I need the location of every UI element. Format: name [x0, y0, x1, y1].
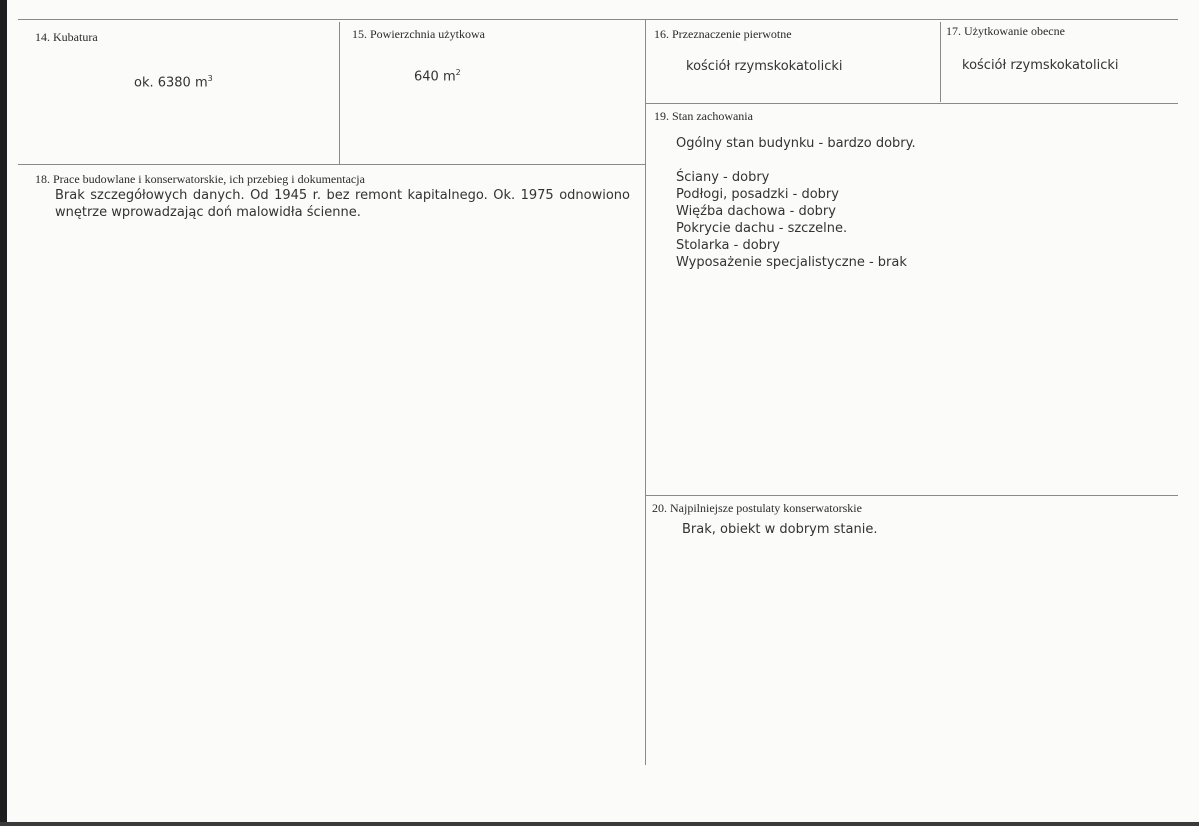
- stan-summary: Ogólny stan budynku - bardzo dobry.: [676, 136, 916, 151]
- field-value: kościół rzymskokatolicki: [686, 59, 843, 74]
- scan-edge-bottom: [0, 822, 1199, 826]
- divider-19-20: [645, 495, 1178, 496]
- stan-item: Stolarka - dobry: [676, 238, 780, 253]
- field-label: 14. Kubatura: [35, 30, 98, 44]
- field-label: 19. Stan zachowania: [654, 109, 753, 123]
- unit-superscript: 3: [207, 74, 213, 83]
- divider-16-17: [940, 22, 941, 102]
- scan-edge-left: [0, 0, 7, 826]
- stan-item: Ściany - dobry: [676, 170, 770, 185]
- field-label: 20. Najpilniejsze postulaty konserwatorskie: [652, 501, 862, 515]
- stan-item: Podłogi, posadzki - dobry: [676, 187, 839, 202]
- powierzchnia-value: 640 m: [414, 69, 456, 85]
- field-label: 16. Przeznaczenie pierwotne: [654, 27, 792, 41]
- divider-center: [645, 19, 646, 765]
- divider-14-15: [339, 22, 340, 165]
- stan-item: Wyposażenie specjalistyczne - brak: [676, 255, 907, 270]
- text-line: Brak szczegółowych danych. Od 1945 r. bez remont kapitalnego. Ok. 1975 odnowiono: [55, 188, 630, 203]
- stan-items: [676, 169, 907, 271]
- field-value: [414, 68, 461, 84]
- field-value: kościół rzymskokatolicki: [962, 58, 1119, 73]
- field-value: Brak, obiekt w dobrym stanie.: [682, 522, 878, 537]
- text-line: wnętrze wprowadzając doń malowidła ścienne.: [55, 205, 361, 220]
- unit-superscript: 2: [455, 68, 461, 77]
- field-label: 18. Prace budowlane i konserwatorskie, ich przebieg i dokumentacja: [35, 172, 365, 186]
- kubatura-value: ok. 6380 m: [134, 75, 208, 91]
- divider-row1-left: [18, 164, 645, 165]
- divider-row1-right: [645, 103, 1178, 104]
- stan-item: Pokrycie dachu - szczelne.: [676, 221, 848, 236]
- stan-item: Więźba dachowa - dobry: [676, 204, 836, 219]
- field-value: [55, 187, 630, 221]
- field-label: 15. Powierzchnia użytkowa: [352, 27, 485, 41]
- field-label: 17. Użytkowanie obecne: [946, 24, 1065, 38]
- field-value: [134, 74, 213, 90]
- form-top-border: [18, 19, 1178, 20]
